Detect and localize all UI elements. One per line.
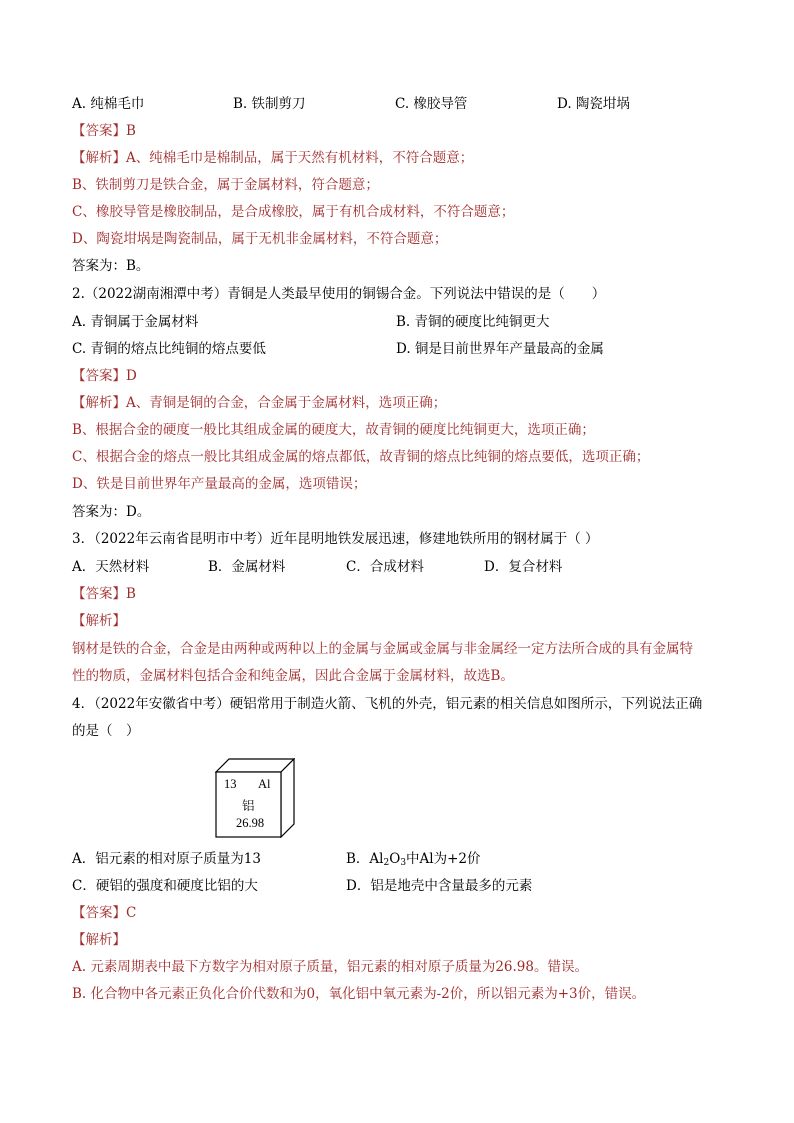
q2-analysis-line: C、根据合金的熔点一般比其组成金属的熔点都低，故青铜的熔点比纯铜的熔点要低，选项正确； <box>72 449 650 465</box>
q2-analysis-line: D、铁是目前世界年产量最高的金属，选项错误； <box>72 476 367 492</box>
q2-analysis-line: 【解析】A、青铜是铜的合金，合金属于金属材料，选项正确； <box>72 395 447 411</box>
q4-option-a: A．铝元素的相对原子质量为13 <box>72 851 261 867</box>
q3-answer-value: B <box>126 586 136 602</box>
element-atomic-mass: 26.98 <box>236 816 265 830</box>
analysis-label: 【解析】 <box>72 150 126 166</box>
q3-stem: 3．（2022年云南省昆明市中考）近年昆明地铁发展迅速，修建地铁所用的钢材属于（ ） <box>72 531 599 547</box>
q4-option-b: B．$Al_2O_3$中Al为+2价 <box>346 851 481 868</box>
q3-analysis-line: 钢材是铁的合金，合金是由两种或两种以上的金属与金属或金属与非金属经一定方法所合成的具有金属特 <box>72 641 693 657</box>
q1-answer-value: B <box>126 123 136 139</box>
q3-option-c: C．合成材料 <box>346 559 424 575</box>
q4-answer-value: C <box>126 905 137 921</box>
q1-analysis-line: C、橡胶导管是橡胶制品，是合成橡胶，属于有机合成材料，不符合题意； <box>72 204 515 220</box>
q1-option-d: D. 陶瓷坩埚 <box>557 96 630 112</box>
q2-stem: 2.（2022湖南湘潭中考）青铜是人类最早使用的铜锡合金。下列说法中错误的是（ ） <box>72 286 606 302</box>
q4-stem-line: 的是（ ） <box>72 723 140 739</box>
q1-answer <box>72 122 136 140</box>
element-atomic-number: 13 <box>224 777 237 791</box>
q2-answer-value: D <box>126 368 137 384</box>
q2-option-c: C. 青铜的熔点比纯铜的熔点要低 <box>72 341 266 357</box>
q4-analysis-label: 【解析】 <box>72 932 126 948</box>
q4-analysis-line: A. 元素周期表中最下方数字为相对原子质量，铝元素的相对原子质量为26.98。错误。 <box>72 959 588 975</box>
q3-analysis-label: 【解析】 <box>72 613 126 629</box>
q3-option-b: B．金属材料 <box>208 559 286 575</box>
q2-option-d: D. 铜是目前世界年产量最高的金属 <box>396 341 604 357</box>
q2-answer: 【答案】D <box>72 368 137 384</box>
q1-option-a: A. 纯棉毛巾 <box>72 96 145 112</box>
element-symbol: Al <box>258 777 271 791</box>
q4-stem-line: 4．（2022年安徽省中考）硬铝常用于制造火箭、飞机的外壳，铝元素的相关信息如图所示，下列说法正确 <box>72 696 703 712</box>
answer-label: 【答案】 <box>72 123 126 139</box>
q1-option-b: B. 铁制剪刀 <box>233 96 306 112</box>
q3-option-d: D．复合材料 <box>484 559 563 575</box>
q4-option-c: C．硬铝的强度和硬度比铝的大 <box>72 878 258 894</box>
q3-answer: 【答案】B <box>72 586 136 602</box>
q4-answer: 【答案】C <box>72 905 137 921</box>
q4-option-d: D．铝是地壳中含量最多的元素 <box>346 878 533 894</box>
q1-conclusion: 答案为：B。 <box>72 258 150 274</box>
q2-option-b: B. 青铜的硬度比纯铜更大 <box>396 314 550 330</box>
q3-analysis-line: 性的物质，金属材料包括合金和纯金属，因此合金属于金属材料，故选B。 <box>72 668 514 684</box>
aluminum-element-cube <box>215 758 295 838</box>
q1-analysis-line: B、铁制剪刀是铁合金，属于金属材料，符合题意； <box>72 177 379 193</box>
q4-analysis-line: B. 化合物中各元素正负化合价代数和为0，氧化铝中氧元素为-2价，所以铝元素为+3价，错误。 <box>72 986 646 1002</box>
q2-analysis-line: B、根据合金的硬度一般比其组成金属的硬度大，故青铜的硬度比纯铜更大，选项正确； <box>72 422 595 438</box>
q3-option-a: A．天然材料 <box>72 559 150 575</box>
q1-analysis-line: D、陶瓷坩埚是陶瓷制品，属于无机非金属材料，不符合题意； <box>72 231 448 247</box>
q1-option-c: C. 橡胶导管 <box>395 96 468 112</box>
q2-option-a: A. 青铜属于金属材料 <box>72 314 199 330</box>
element-name: 铝 <box>242 799 255 813</box>
q1-analysis-line: 【解析】A、纯棉毛巾是棉制品，属于天然有机材料，不符合题意； <box>72 150 474 166</box>
q2-conclusion: 答案为：D。 <box>72 504 151 520</box>
